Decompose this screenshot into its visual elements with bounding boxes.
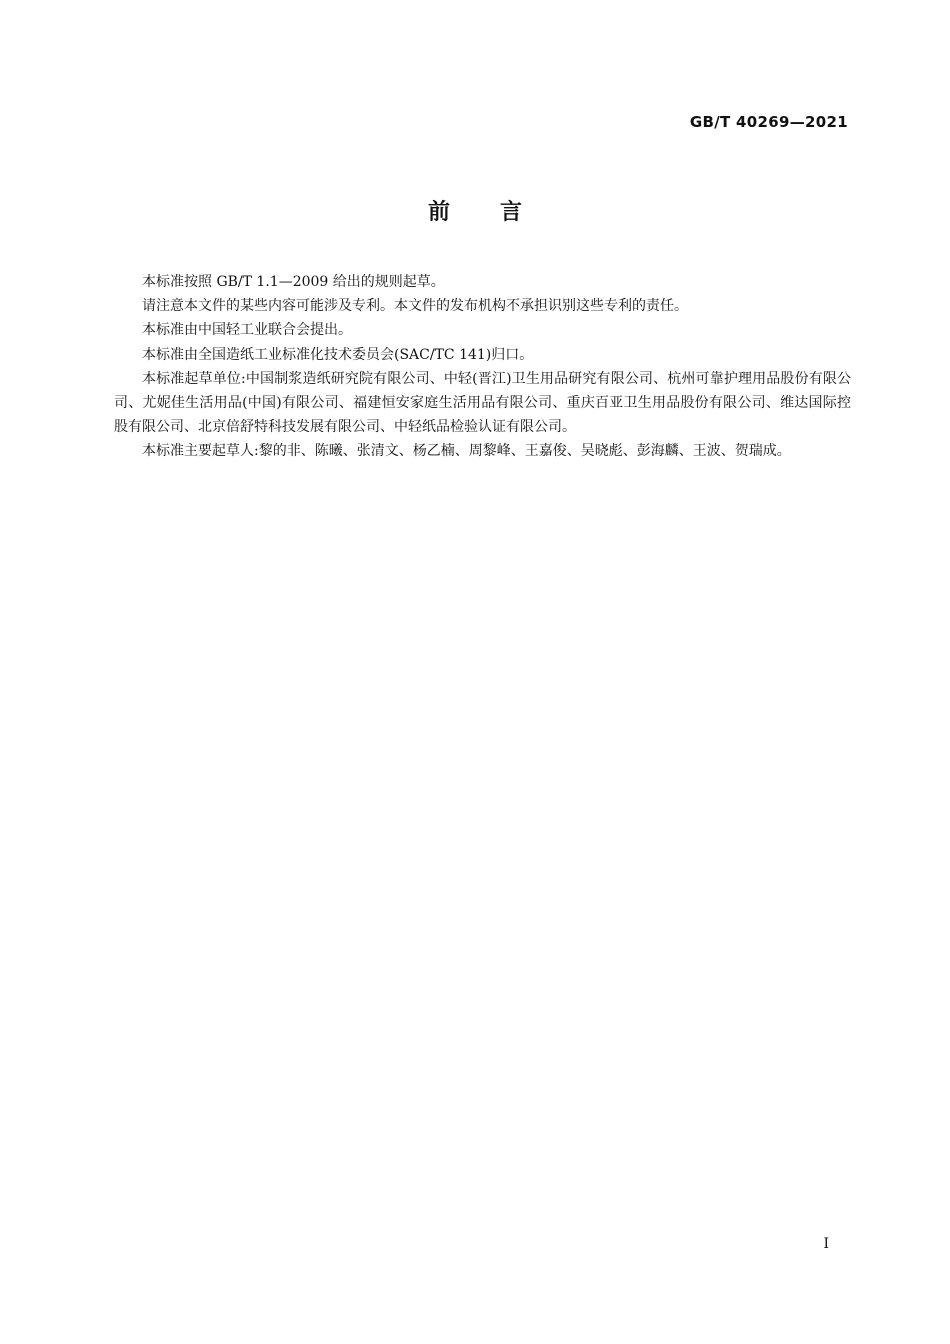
paragraph-patent-notice: 请注意本文件的某些内容可能涉及专利。本文件的发布机构不承担识别这些专利的责任。 — [142, 298, 688, 315]
page-number: I — [823, 1236, 829, 1252]
standard-number: GB/T 40269—2021 — [689, 113, 848, 131]
paragraph-drafting-rules: 本标准按照 GB/T 1.1—2009 给出的规则起草。 — [142, 274, 445, 290]
paragraph-drafting-units: 本标准起草单位:中国制浆造纸研究院有限公司、中轻(晋江)卫生用品研究有限公司、杭州可靠护理用品股份有限公司、尤妮佳生活用品(中国)有限公司、福建恒安家庭生活用品有限公司、重庆百亚卫生用品股份有限公司、维达国际控股有限公司、北京倍舒特科技发展有限公司、中轻纸品检验认证有限公司。 — [114, 370, 851, 436]
paragraph-technical-committee: 本标准由全国造纸工业标准化技术委员会(SAC/TC 141)归口。 — [142, 346, 534, 363]
paragraph-proposer: 本标准由中国轻工业联合会提出。 — [142, 322, 352, 339]
foreword-body — [114, 270, 851, 464]
paragraph-main-drafters: 本标准主要起草人:黎的非、陈曦、张清文、杨乙楠、周黎峰、王嘉俊、吴晓彪、彭海麟、王波、贺瑞成。 — [142, 443, 791, 460]
page-title: 前言 — [427, 200, 572, 225]
